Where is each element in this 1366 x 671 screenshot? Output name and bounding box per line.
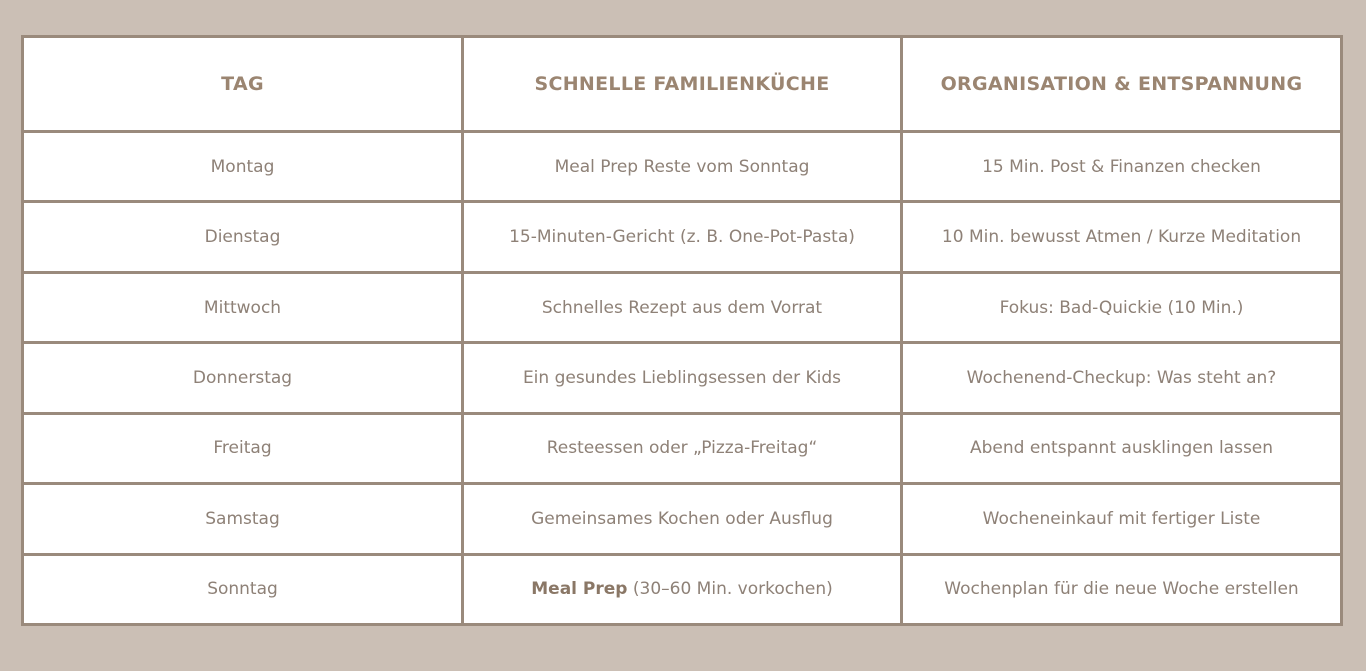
cell-organization: Wocheneinkauf mit fertiger Liste bbox=[902, 484, 1342, 554]
header-kitchen: SCHNELLE FAMILIENKÜCHE bbox=[463, 37, 902, 132]
cell-kitchen: Resteessen oder „Pizza-Freitag“ bbox=[463, 413, 902, 483]
table-row bbox=[23, 554, 1342, 624]
cell-organization: Wochenplan für die neue Woche erstellen bbox=[902, 554, 1342, 624]
cell-day: Donnerstag bbox=[23, 343, 463, 413]
cell-kitchen: 15-Minuten-Gericht (z. B. One-Pot-Pasta) bbox=[463, 202, 902, 272]
cell-day: Dienstag bbox=[23, 202, 463, 272]
table-row bbox=[23, 413, 1342, 483]
table-row bbox=[23, 132, 1342, 202]
header-day: TAG bbox=[23, 37, 463, 132]
table-header-row bbox=[23, 37, 1342, 132]
table-row bbox=[23, 272, 1342, 342]
cell-kitchen bbox=[463, 554, 902, 624]
cell-kitchen-bold: Meal Prep bbox=[531, 579, 628, 600]
cell-day: Sonntag bbox=[23, 554, 463, 624]
cell-kitchen: Ein gesundes Lieblingsessen der Kids bbox=[463, 343, 902, 413]
cell-day: Samstag bbox=[23, 484, 463, 554]
cell-day: Mittwoch bbox=[23, 272, 463, 342]
cell-day: Freitag bbox=[23, 413, 463, 483]
header-organization: ORGANISATION & ENTSPANNUNG bbox=[902, 37, 1342, 132]
cell-organization: 15 Min. Post & Finanzen checken bbox=[902, 132, 1342, 202]
cell-organization: 10 Min. bewusst Atmen / Kurze Meditation bbox=[902, 202, 1342, 272]
cell-kitchen: Schnelles Rezept aus dem Vorrat bbox=[463, 272, 902, 342]
table-row bbox=[23, 484, 1342, 554]
cell-kitchen: Meal Prep Reste vom Sonntag bbox=[463, 132, 902, 202]
cell-organization: Wochenend-Checkup: Was steht an? bbox=[902, 343, 1342, 413]
weekly-plan-table bbox=[21, 35, 1343, 626]
cell-day: Montag bbox=[23, 132, 463, 202]
cell-kitchen: Gemeinsames Kochen oder Ausflug bbox=[463, 484, 902, 554]
cell-kitchen-rest: (30–60 Min. vorkochen) bbox=[627, 579, 833, 600]
table-row bbox=[23, 343, 1342, 413]
cell-organization: Fokus: Bad-Quickie (10 Min.) bbox=[902, 272, 1342, 342]
cell-organization: Abend entspannt ausklingen lassen bbox=[902, 413, 1342, 483]
table-row bbox=[23, 202, 1342, 272]
